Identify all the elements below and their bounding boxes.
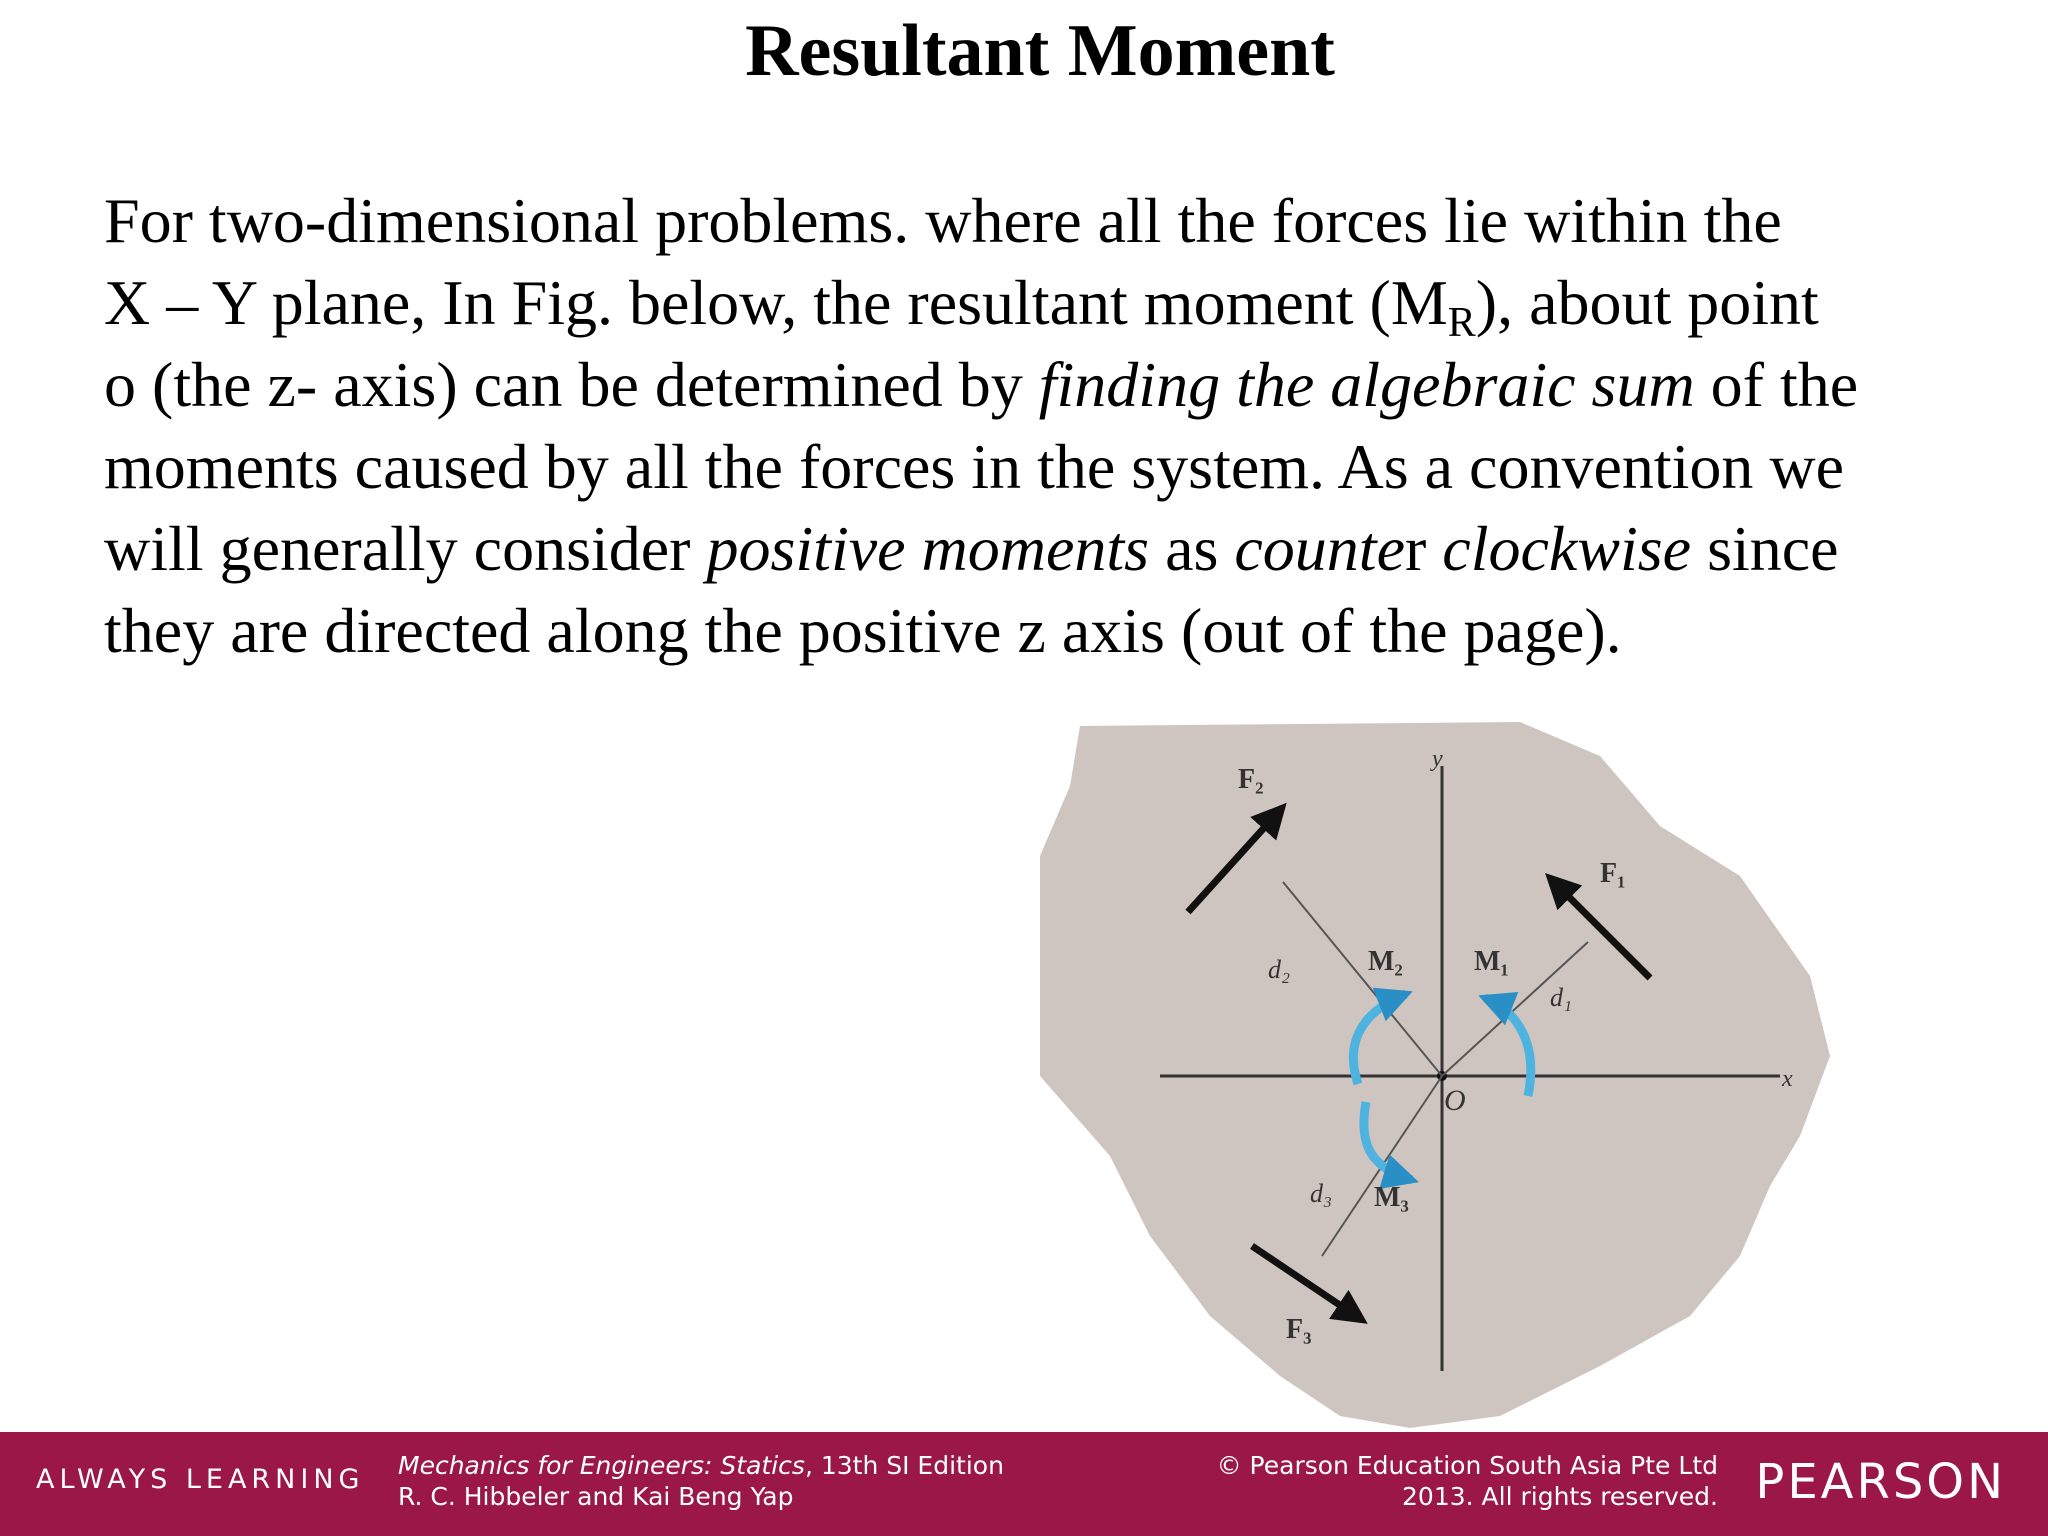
emphasis-text: counte <box>1234 513 1405 584</box>
emphasis-text: positive moments <box>706 513 1150 584</box>
emphasis-text: finding the algebraic sum <box>1038 349 1695 420</box>
paragraph-line: o (the z- axis) can be determined by finding the algebraic sum of the <box>104 349 1859 420</box>
label-y-axis: y <box>1432 746 1443 772</box>
label-d1: d₁ <box>1550 983 1573 1012</box>
copyright-line: 2013. All rights reserved. <box>1402 1482 1718 1511</box>
book-authors: R. C. Hibbeler and Kai Beng Yap <box>398 1482 794 1511</box>
copyright-notice <box>1217 1450 1718 1512</box>
resultant-subscript: R <box>1447 300 1476 346</box>
book-edition: , 13th SI Edition <box>804 1451 1004 1480</box>
label-x-axis: x <box>1782 1066 1793 1092</box>
moment-diagram <box>1040 716 1840 1436</box>
book-title: Mechanics for Engineers: Statics <box>398 1451 805 1480</box>
paragraph-line: will generally consider positive moments as counter clockwise since <box>104 513 1839 584</box>
label-f1: F₁ <box>1600 858 1626 889</box>
label-m1: M₁ <box>1474 946 1509 977</box>
label-origin: O <box>1444 1084 1466 1117</box>
emphasis-text: clockwise <box>1442 513 1692 584</box>
copyright-line: © Pearson Education South Asia Pte Ltd <box>1216 1451 1718 1480</box>
label-d2: d₂ <box>1268 955 1291 984</box>
label-f3: F₃ <box>1286 1314 1312 1345</box>
label-m3: M₃ <box>1374 1182 1409 1213</box>
slide-title: Resultant Moment <box>745 10 1335 92</box>
paragraph-line: they are directed along the positive z axis (out of the page). <box>104 595 1622 666</box>
pearson-logo: PEARSON <box>1755 1454 2006 1510</box>
body-paragraph <box>104 180 2024 672</box>
label-f2: F₂ <box>1238 764 1264 795</box>
book-citation <box>398 1450 1004 1512</box>
footer-tagline: ALWAYS LEARNING <box>36 1464 365 1495</box>
label-m2: M₂ <box>1368 946 1403 977</box>
footer-bar <box>0 1432 2048 1536</box>
paragraph-line: X – Y plane, In Fig. below, the resultant moment $(M_R)$, about point <box>104 267 1819 346</box>
paragraph-line: moments caused by all the forces in the system. As a convention we <box>104 431 1845 502</box>
paragraph-line: For two-dimensional problems. where all the forces lie within the <box>104 185 1782 256</box>
label-d3: d₃ <box>1310 1179 1333 1208</box>
